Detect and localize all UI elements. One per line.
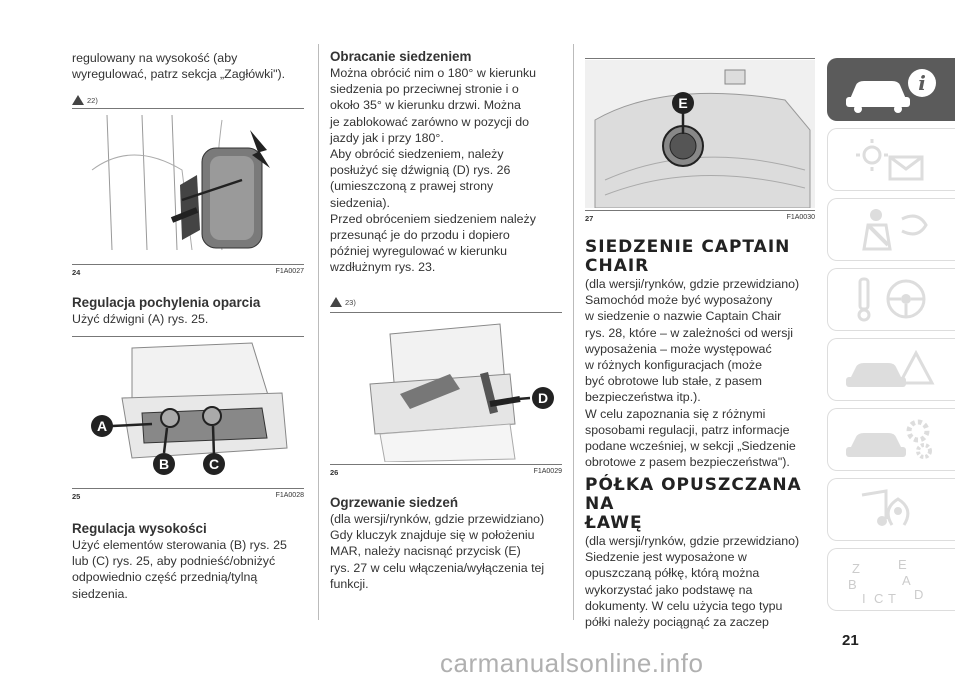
fig25-label-b: B — [158, 456, 170, 472]
captain-line: obrotowe z pasem bezpieczeństwa"). — [585, 455, 790, 470]
svg-text:i: i — [918, 71, 926, 95]
warning-triangle-icon — [72, 95, 84, 105]
tab-safety[interactable] — [827, 198, 955, 261]
heat-line: (dla wersji/rynków, gdzie przewidziano) — [330, 512, 545, 526]
car-info-icon — [842, 65, 942, 115]
heat-line: rys. 27 w celu włączenia/wyłączenia tej — [330, 560, 545, 575]
index-letter: T — [888, 591, 896, 605]
car-warning-icon — [842, 345, 942, 395]
index-letter: I — [862, 591, 866, 605]
figure-24-headrest — [72, 110, 304, 260]
column-divider-1 — [318, 44, 319, 620]
shelf-heading-2: ŁAWĘ — [585, 513, 643, 533]
fig25-label-a: A — [96, 418, 108, 434]
rotate-line: Aby obrócić siedzeniem, należy — [330, 147, 504, 162]
rotate-line: Przed obróceniem siedzeniem należy — [330, 211, 536, 226]
warning-ref-23 — [330, 296, 356, 308]
fig25-bottom-line — [72, 488, 304, 489]
fig25-code: F1A0028 — [275, 492, 304, 499]
tab-index[interactable] — [827, 548, 955, 611]
rotate-line: Można obrócić nim o 180° w kierunku — [330, 66, 537, 80]
intro-line-1: regulowany na wysokość (aby — [72, 51, 238, 65]
shelf-line: półki należy pociągnąć za zaczep — [585, 615, 769, 630]
tab-starting[interactable] — [827, 268, 955, 331]
fig27-number: 27 — [585, 214, 594, 223]
tab-multimedia[interactable] — [827, 478, 955, 541]
captain-line: rys. 28, które – w zależności od wersji — [585, 325, 793, 340]
shelf-line: dokumenty. W celu użycia tego typu — [585, 598, 783, 613]
index-letter: Z — [852, 561, 860, 576]
warning-ref-text: 22) — [87, 95, 98, 105]
fig26-top-line — [330, 312, 562, 313]
captain-heading-2: CHAIR — [585, 256, 650, 276]
heat-line: funkcji. — [330, 576, 369, 591]
tilt-section — [72, 294, 260, 327]
fig24-number: 24 — [72, 268, 81, 277]
fig25-top-line — [72, 336, 304, 337]
index-letter: D — [914, 587, 924, 602]
height-line-4: siedzenia. — [72, 586, 128, 601]
figure-27-heating-button — [585, 60, 815, 208]
key-steering-wheel-icon — [842, 275, 942, 325]
tilt-text: Użyć dźwigni (A) rys. 25. — [72, 312, 209, 326]
shelf-heading-1: PÓŁKA OPUSZCZANA NA — [585, 475, 802, 514]
column-divider-2 — [573, 44, 574, 620]
captain-heading-1: SIEDZENIE CAPTAIN — [585, 237, 791, 257]
fig25-number: 25 — [72, 492, 81, 501]
warning-ref-22 — [72, 94, 98, 106]
rotate-section — [330, 48, 536, 276]
index-letter: B — [848, 577, 857, 592]
fig24-top-line — [72, 108, 304, 109]
tab-car-info[interactable] — [827, 58, 955, 121]
captain-line: Samochód może być wyposażony — [585, 293, 773, 308]
shelf-line: Siedzenie jest wyposażone w — [585, 550, 747, 565]
rotate-line: siedzenia). — [330, 195, 390, 210]
captain-line: W celu zapoznania się z różnymi — [585, 406, 766, 421]
rotate-line: przesunąć je do przodu i dopiero — [330, 228, 510, 243]
tab-emergency[interactable] — [827, 338, 955, 401]
shelf-line: wykorzystać jako podstawę na — [585, 582, 753, 597]
captain-line: wyposażenia – może występować — [585, 341, 772, 356]
intro-line-2: wyregulować, patrz sekcja „Zagłówki"). — [72, 67, 286, 82]
warning-triangle-icon — [330, 297, 342, 307]
warning-ref-text: 23) — [345, 297, 356, 307]
fig24-code: F1A0027 — [275, 268, 304, 275]
shelf-line: (dla wersji/rynków, gdzie przewidziano) — [585, 534, 800, 548]
height-heading: Regulacja wysokości — [72, 521, 207, 536]
height-line-2: lub (C) rys. 25, aby podnieść/obniżyć — [72, 554, 276, 569]
captain-line: bezpieczeństwa itp.). — [585, 390, 701, 405]
multimedia-icon — [842, 485, 942, 535]
rotate-line: później wyregulować w kierunku — [330, 244, 507, 259]
car-service-icon — [842, 415, 942, 465]
captain-line: w siedzenie o nazwie Captain Chair — [585, 309, 782, 324]
fig27-bottom-line — [585, 210, 815, 211]
tab-service[interactable] — [827, 408, 955, 471]
rotate-heading: Obracanie siedzeniem — [330, 49, 472, 64]
height-line-1: Użyć elementów sterowania (B) rys. 25 — [72, 538, 287, 552]
fig26-code: F1A0029 — [533, 468, 562, 475]
dashboard-lights-icon — [842, 135, 942, 185]
headrest-drawing — [72, 110, 304, 260]
fig25-label-c: C — [208, 456, 220, 472]
heating-button-drawing — [585, 60, 815, 208]
captain-line: sposobami regulacji, patrz informacje — [585, 422, 790, 437]
rotate-line: wzdłużnym rys. 23. — [330, 260, 436, 275]
index-letter: E — [898, 557, 907, 572]
fig27-top-line — [585, 58, 815, 59]
rotate-line: (umieszczoną z prawej strony — [330, 179, 494, 194]
figure-25-seat-controls — [72, 338, 304, 486]
rotate-line: jazdy jak i przy 180°. — [330, 130, 444, 145]
shelf-section — [585, 476, 815, 630]
shelf-line: opuszczaną półkę, którą można — [585, 566, 760, 581]
rotate-line: je zablokować zarówno w pozycji do — [330, 114, 530, 129]
intro-text — [72, 50, 285, 82]
fig26-bottom-line — [330, 464, 562, 465]
fig27-label-e: E — [678, 95, 688, 111]
captain-line: podane wcześniej, w sekcji „Siedzenie — [585, 439, 796, 454]
rotate-line: siedzenia po przeciwnej stronie i o — [330, 82, 519, 97]
fig27-code: F1A0030 — [786, 214, 815, 221]
page-number: 21 — [842, 632, 859, 649]
rotate-line: posłużyć się dźwignią (D) rys. 26 — [330, 163, 511, 178]
seat-controls-drawing — [72, 338, 304, 486]
captain-line: w różnych konfiguracjach (może — [585, 358, 762, 373]
captain-line: być obrotowe lub stałe, z pasem — [585, 374, 763, 389]
watermark: carmanualsonline.info — [440, 648, 704, 678]
alphabet-index-icon — [842, 555, 942, 605]
index-letter: C — [874, 591, 884, 605]
rotate-line: około 35° w kierunku drzwi. Można — [330, 98, 521, 113]
fig24-bottom-line — [72, 264, 304, 265]
heat-section — [330, 494, 544, 592]
height-section — [72, 520, 287, 602]
rotate-lever-drawing — [330, 314, 562, 462]
fig26-number: 26 — [330, 468, 339, 477]
fig26-label-d: D — [537, 390, 549, 406]
heat-heading: Ogrzewanie siedzeń — [330, 495, 458, 510]
heat-line: Gdy kluczyk znajduje się w położeniu — [330, 528, 535, 543]
captain-section — [585, 238, 799, 470]
figure-26-rotate-lever — [330, 314, 562, 462]
airbag-seatbelt-icon — [842, 205, 942, 255]
height-line-3: odpowiednio część przednią/tylną — [72, 570, 258, 585]
heat-line: MAR, należy nacisnąć przycisk (E) — [330, 544, 521, 559]
index-letter: A — [902, 573, 911, 588]
tab-dashboard-lights[interactable] — [827, 128, 955, 191]
captain-line: (dla wersji/rynków, gdzie przewidziano) — [585, 277, 800, 291]
tilt-heading: Regulacja pochylenia oparcia — [72, 295, 261, 310]
